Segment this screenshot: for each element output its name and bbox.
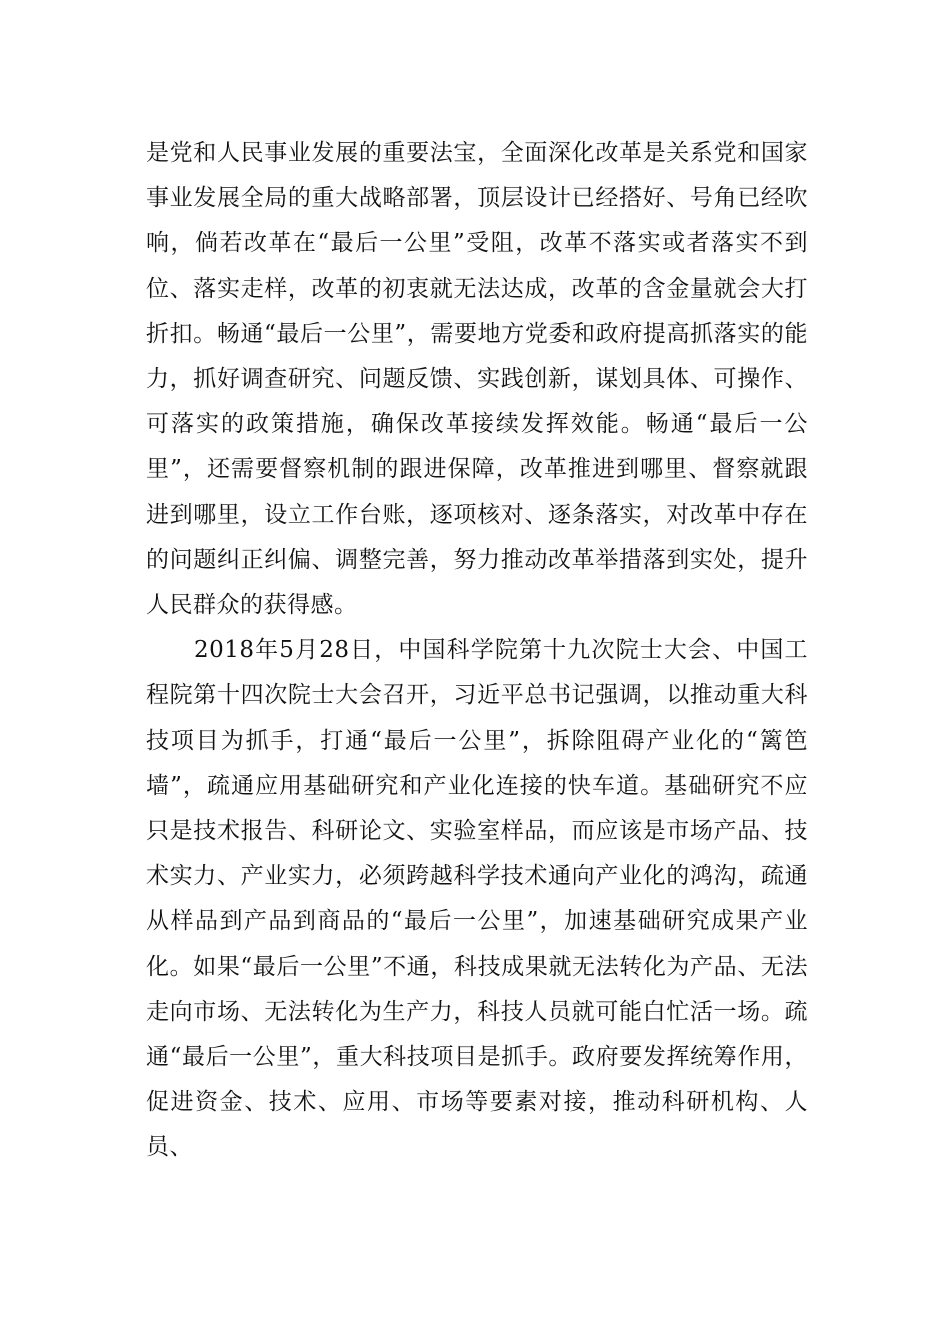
body-text	[146, 131, 808, 1171]
paragraph-continuation: 是党和人民事业发展的重要法宝，全面深化改革是关系党和国家事业发展全局的重大战略部署，顶层设计已经搭好、号角已经吹响，倘若改革在“最后一公里”受阻，改革不落实或者落实不到位、落实走样，改革的初衷就无法达成，改革的含金量就会大打折扣。畅通“最后一公里”，需要地方党委和政府提高抓落实的能力，抓好调查研究、问题反馈、实践创新，谋划具体、可操作、可落实的政策措施，确保改革接续发挥效能。畅通“最后一公里”，还需要督察机制的跟进保障，改革推进到哪里、督察就跟进到哪里，设立工作台账，逐项核对、逐条落实，对改革中存在的问题纠正纠偏、调整完善，努力推动改革举措落到实处，提升人民群众的获得感。	[146, 140, 808, 619]
paragraph-academician-conference: 2018年5月28日，中国科学院第十九次院士大会、中国工程院第十四次院士大会召开，习近平总书记强调，以推动重大科技项目为抓手，打通“最后一公里”，拆除阻碍产业化的“篱笆墙”，疏通应用基础研究和产业化连接的快车道。基础研究不应只是技术报告、科研论文、实验室样品，而应该是市场产品、技术实力、产业实力，必须跨越科学技术通向产业化的鸿沟，疏通从样品到产品到商品的“最后一公里”，加速基础研究成果产业化。如果“最后一公里”不通，科技成果就无法转化为产品、无法走向市场、无法转化为生产力，科技人员就可能白忙活一场。疏通“最后一公里”，重大科技项目是抓手。政府要发挥统筹作用，促进资金、技术、应用、市场等要素对接，推动科研机构、人员、	[146, 637, 808, 1161]
